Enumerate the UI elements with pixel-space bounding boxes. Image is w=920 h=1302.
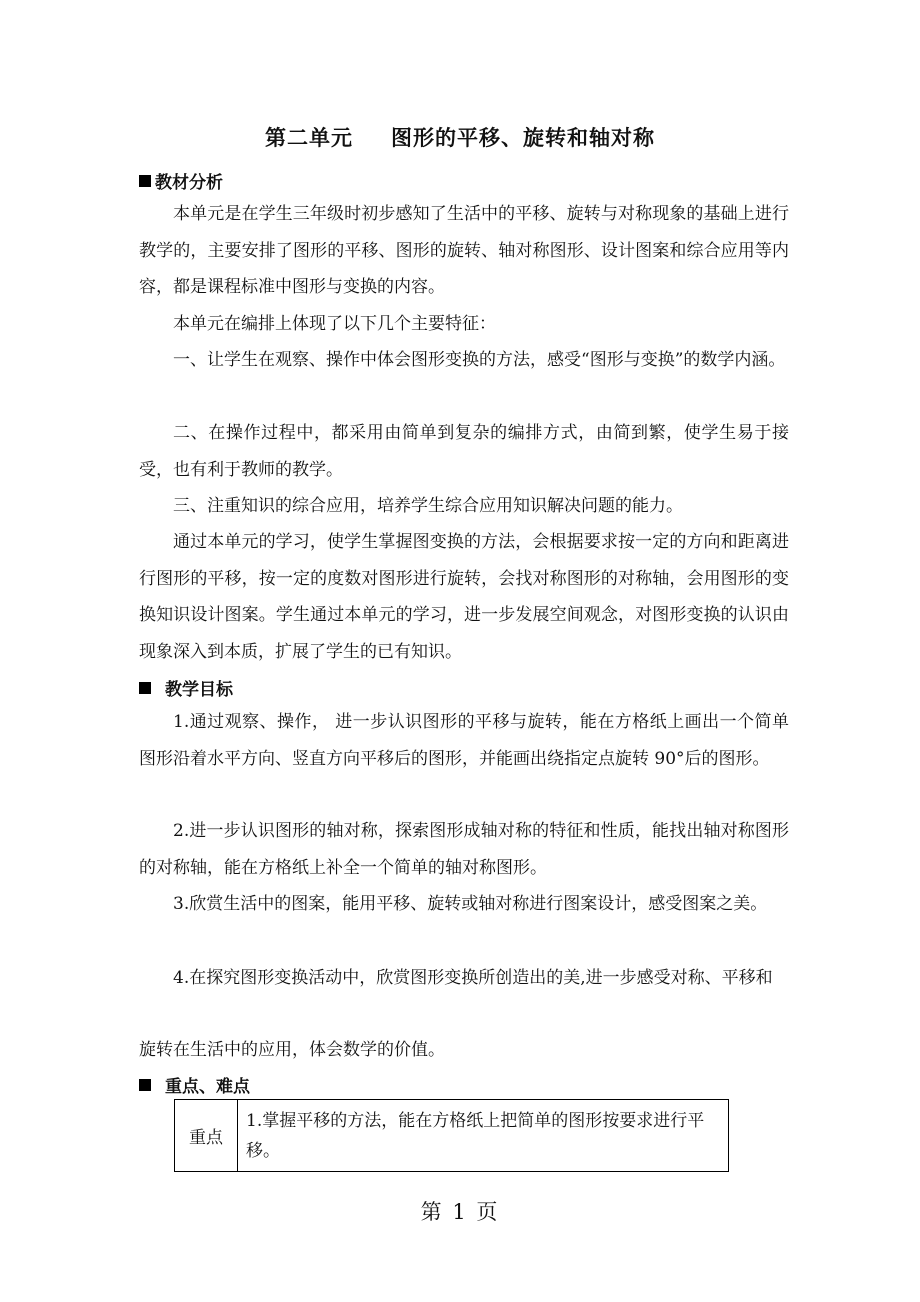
section-heading-key-points <box>139 1072 250 1097</box>
analysis-paragraph-1: 本单元是在学生三年级时初步感知了生活中的平移、旋转与对称现象的基础上进行教学的，主要安排了图形的平移、图形的旋转、轴对称图形、设计图案和综合应用等内容，都是课程标准中图形与变换的内容。 <box>139 204 789 297</box>
section-heading-label: 教学目标 <box>165 680 233 700</box>
title-unit: 第二单元 <box>265 125 353 150</box>
square-bullet-icon <box>139 1079 151 1091</box>
page-title <box>0 122 920 152</box>
analysis-paragraph-5: 三、注重知识的综合应用，培养学生综合应用知识解决问题的能力。 <box>173 496 683 516</box>
section-heading-analysis <box>139 168 223 193</box>
key-points-table <box>174 1099 729 1172</box>
analysis-paragraph-4: 二、在操作过程中，都采用由简单到复杂的编排方式，由简到繁，使学生易于接受，也有利于教师的教学。 <box>139 423 789 480</box>
page-number: 第 1 页 <box>420 1200 500 1224</box>
square-bullet-icon <box>139 175 151 187</box>
analysis-paragraph-2: 本单元在编排上体现了以下几个主要特征： <box>173 314 496 334</box>
objective-item-4-continued: 旋转在生活中的应用，体会数学的价值。 <box>139 1040 445 1060</box>
analysis-paragraph-6: 通过本单元的学习，使学生掌握图变换的方法，会根据要求按一定的方向和距离进行图形的平移，按一定的度数对图形进行旋转，会找对称图形的对称轴，会用图形的变换知识设计图案。学生通过本单元的学习，进一步发展空间观念，对图形变换的认识由现象深入到本质，扩展了学生的已有知识。 <box>139 532 789 662</box>
objective-item-1: 1.通过观察、操作， 进一步认识图形的平移与旋转，能在方格纸上画出一个简单图形沿着水平方向、竖直方向平移后的图形，并能画出绕指定点旋转 90°后的图形。 <box>139 712 789 769</box>
analysis-paragraph-3: 一、让学生在观察、操作中体会图形变换的方法，感受“图形与变换”的数学内涵。 <box>173 350 786 370</box>
table-content-cell: 1.掌握平移的方法，能在方格纸上把简单的图形按要求进行平移。 <box>246 1111 705 1161</box>
title-topic: 图形的平移、旋转和轴对称 <box>391 125 655 150</box>
objective-item-3: 3.欣赏生活中的图案，能用平移、旋转或轴对称进行图案设计，感受图案之美。 <box>173 894 768 914</box>
square-bullet-icon <box>139 682 151 694</box>
objective-item-4: 4.在探究图形变换活动中，欣赏图形变换所创造出的美,进一步感受对称、平移和 <box>173 968 773 988</box>
section-heading-label: 教材分析 <box>155 173 223 193</box>
section-heading-objectives <box>139 675 233 700</box>
section-heading-label: 重点、难点 <box>165 1077 250 1097</box>
table-label-cell: 重点 <box>175 1100 238 1171</box>
objective-item-2: 2.进一步认识图形的轴对称，探索图形成轴对称的特征和性质，能找出轴对称图形的对称轴，能在方格纸上补全一个简单的轴对称图形。 <box>139 821 789 878</box>
